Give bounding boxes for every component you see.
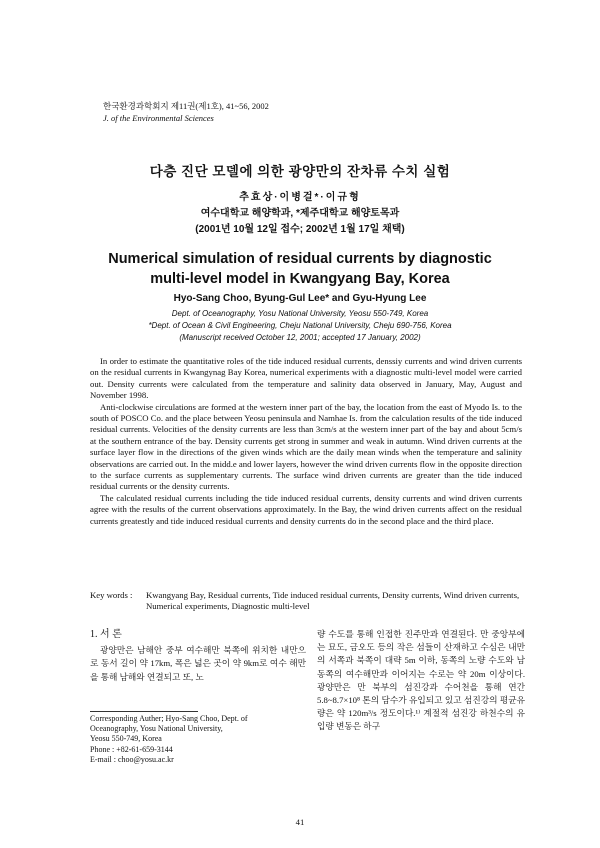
body-paragraph-left: 광양만은 남해안 중부 여수해만 북쪽에 위치한 내만으로 동서 길이 약 17km, 폭은 넓은 곳이 약 9km로 여수 해만을 통해 남해와 연결되고 또, 노 (90, 645, 306, 682)
journal-name-en: J. of the Environmental Sciences (103, 113, 214, 123)
title-en-line1: Numerical simulation of residual currents by diagnostic (108, 251, 492, 267)
footnote-line-3: Yeosu 550-749, Korea (90, 734, 162, 744)
journal-citation-kr: 한국환경과학회지 제11권(제1호), 41~56, 2002 (103, 101, 269, 111)
journal-header (103, 100, 269, 124)
keywords-text: Kwangyang Bay, Residual currents, Tide induced residual currents, Density currents, Wind driven currents, Numerical experiments, Diagnostic multi-level (146, 590, 520, 612)
body-paragraph-right: 량 수도를 통해 인접한 진주만과 연결된다. 만 중앙부에는 묘도, 금오도 등의 작은 섬들이 산재하고 수심은 내만의 서쪽과 북쪽이 대략 5m 이하, 동쪽의 노량 수도와 남동쪽의 여수해만과 이어지는 수로는 약 20m 이상이다. 광양만은 만 북부의 섬진강과 수어천을 통해 연간 5.8~8.7×10⁸ 톤의 담수가 유입되고 있고 섬진강의 평균유량은 약 120m³/s 정도이다.¹⁾ 계절적 섬진강 하천수의 유입량 변동은 하구 (317, 629, 525, 732)
abstract-paragraph-1: In order to estimate the quantitative roles of the tide induced residual currents, denssiy currents and wind driven currents on the residual currents in Kwangynag Bay Korea, numerical experiments with a diagnostic multi-level model were carried out. Density currents were calculated from the temperature and salinity data observed in January, May, August and November 1998. (90, 356, 522, 401)
authors-kr: 추효상·이병걸*·이규형 (239, 192, 361, 203)
footnote-line-2: Oceanography, Yosu National University, (90, 724, 223, 734)
title-kr: 다층 진단 모델에 의한 광양만의 잔차류 수치 실험 (149, 164, 451, 179)
affiliation-kr: 여수대학교 해양학과, *제주대학교 해양토목과 (200, 208, 400, 219)
manuscript-dates: (Manuscript received October 12, 2001; accepted 17 January, 2002) (179, 333, 421, 342)
abstract-paragraph-3: The calculated residual currents including the tide induced residual currents, density currents and wind driven currents agree with the results of the current observations approximately. In the Bay, the wind driven currents affect on the residual currents greatestly and tide induced residual currents and density currents do in the second place and the third place. (90, 492, 522, 526)
affiliation-en-1: Dept. of Oceanography, Yosu National University, Yeosu 550-749, Korea (171, 309, 429, 318)
keywords-label: Key words : (90, 590, 133, 600)
footnote-line-4: Phone : +82-61-659-3144 (90, 744, 173, 754)
body-left-column (90, 628, 306, 684)
abstract (90, 356, 522, 527)
corresponding-author-footnote (90, 714, 310, 765)
keywords (90, 590, 522, 613)
section-heading-introduction: 1. 서 론 (90, 629, 122, 640)
authors-en: Hyo-Sang Choo, Byung-Gul Lee* and Gyu-Hyung Lee (173, 293, 427, 304)
body-right-column (317, 628, 525, 734)
footnote-line-1: Corresponding Auther; Hyo-Sang Choo, Dept. of (90, 714, 248, 723)
page-number: 41 (295, 817, 305, 827)
footnote-line-5: E-mail : choo@yosu.ac.kr (90, 754, 174, 764)
title-en-line2: multi-level model in Kwangyang Bay, Korea (150, 271, 450, 287)
footnote-divider (90, 711, 198, 712)
dates-kr: (2001년 10월 12일 접수; 2002년 1월 17일 채택) (195, 224, 405, 235)
affiliation-en-2: *Dept. of Ocean & Civil Engineering, Cheju National University, Cheju 690-756, Korea (148, 321, 452, 330)
abstract-paragraph-2: Anti-clockwise circulations are formed at the western inner part of the bay, the location from the east of Myodo Is. to the south of POSCO Co. and the place between Yeosu peninsula and Namhae Is. from the calculation results of the tide induced residual currents. Velocities of the density currents are less than 3cm/s at the western inner part of the bay and about 5cm/s at the southern entrance of the bay. Density currents get strong in summer and weak in autumn. Wind driven currents at the surface layer flow in the directions of the given winds which are the daily mean winds when the temperature and salinity observations are carried out. In the midd.e and lower layers, however the wind driven currents flow in the opposite direction to the surface currents as supplementary currents. The surface wind driven currents are greater than the tide induced residual currents or the density currents. (90, 401, 522, 492)
title-en (0, 249, 600, 289)
